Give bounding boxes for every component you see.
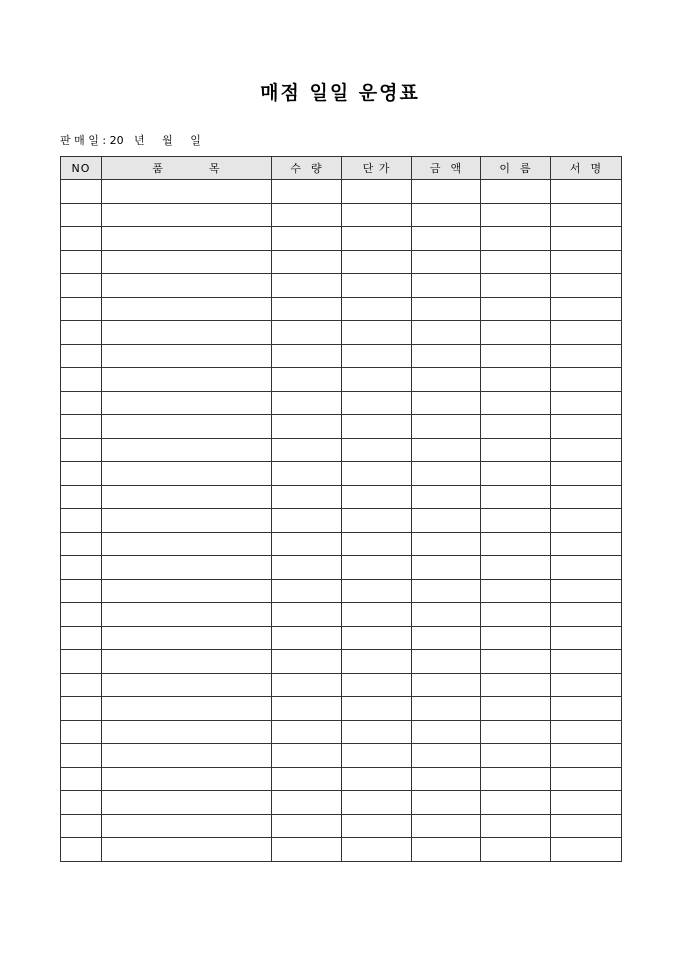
cell-unit-price[interactable]	[342, 650, 412, 674]
cell-name[interactable]	[481, 462, 551, 486]
cell-item[interactable]	[102, 321, 272, 345]
cell-amount[interactable]	[412, 556, 481, 580]
cell-signature[interactable]	[551, 697, 622, 721]
cell-quantity[interactable]	[272, 485, 342, 509]
table-row	[61, 814, 622, 838]
cell-no[interactable]	[61, 767, 102, 791]
table-row	[61, 250, 622, 274]
cell-no[interactable]	[61, 603, 102, 627]
cell-no[interactable]	[61, 462, 102, 486]
cell-unit-price[interactable]	[342, 250, 412, 274]
cell-unit-price[interactable]	[342, 180, 412, 204]
cell-unit-price[interactable]	[342, 697, 412, 721]
table-row	[61, 603, 622, 627]
cell-quantity[interactable]	[272, 603, 342, 627]
cell-no[interactable]	[61, 509, 102, 533]
cell-amount[interactable]	[412, 579, 481, 603]
cell-signature[interactable]	[551, 462, 622, 486]
cell-no[interactable]	[61, 814, 102, 838]
cell-item[interactable]	[102, 391, 272, 415]
cell-amount[interactable]	[412, 274, 481, 298]
cell-quantity[interactable]	[272, 415, 342, 439]
cell-item[interactable]	[102, 767, 272, 791]
cell-amount[interactable]	[412, 438, 481, 462]
cell-no[interactable]	[61, 321, 102, 345]
cell-quantity[interactable]	[272, 814, 342, 838]
table-row	[61, 485, 622, 509]
cell-amount[interactable]	[412, 227, 481, 251]
cell-name[interactable]	[481, 744, 551, 768]
cell-quantity[interactable]	[272, 274, 342, 298]
cell-unit-price[interactable]	[342, 297, 412, 321]
cell-no[interactable]	[61, 650, 102, 674]
cell-unit-price[interactable]	[342, 485, 412, 509]
cell-quantity[interactable]	[272, 673, 342, 697]
cell-amount[interactable]	[412, 791, 481, 815]
cell-no[interactable]	[61, 203, 102, 227]
table-row	[61, 673, 622, 697]
header-amount: 금 액	[412, 157, 481, 180]
cell-unit-price[interactable]	[342, 227, 412, 251]
cell-unit-price[interactable]	[342, 509, 412, 533]
cell-quantity[interactable]	[272, 180, 342, 204]
table-row	[61, 767, 622, 791]
cell-no[interactable]	[61, 556, 102, 580]
cell-name[interactable]	[481, 391, 551, 415]
cell-item[interactable]	[102, 250, 272, 274]
cell-unit-price[interactable]	[342, 462, 412, 486]
cell-name[interactable]	[481, 579, 551, 603]
cell-no[interactable]	[61, 368, 102, 392]
cell-amount[interactable]	[412, 509, 481, 533]
cell-quantity[interactable]	[272, 744, 342, 768]
cell-unit-price[interactable]	[342, 344, 412, 368]
cell-name[interactable]	[481, 368, 551, 392]
cell-name[interactable]	[481, 274, 551, 298]
table-row	[61, 838, 622, 862]
cell-quantity[interactable]	[272, 368, 342, 392]
cell-amount[interactable]	[412, 485, 481, 509]
cell-no[interactable]	[61, 297, 102, 321]
cell-signature[interactable]	[551, 344, 622, 368]
table-row	[61, 509, 622, 533]
cell-amount[interactable]	[412, 180, 481, 204]
cell-item[interactable]	[102, 485, 272, 509]
table-row	[61, 462, 622, 486]
cell-amount[interactable]	[412, 321, 481, 345]
cell-signature[interactable]	[551, 227, 622, 251]
cell-name[interactable]	[481, 673, 551, 697]
cell-no[interactable]	[61, 274, 102, 298]
cell-no[interactable]	[61, 838, 102, 862]
cell-unit-price[interactable]	[342, 274, 412, 298]
cell-signature[interactable]	[551, 368, 622, 392]
cell-amount[interactable]	[412, 626, 481, 650]
cell-unit-price[interactable]	[342, 321, 412, 345]
cell-name[interactable]	[481, 227, 551, 251]
cell-amount[interactable]	[412, 603, 481, 627]
cell-item[interactable]	[102, 415, 272, 439]
cell-item[interactable]	[102, 626, 272, 650]
cell-quantity[interactable]	[272, 579, 342, 603]
cell-item[interactable]	[102, 814, 272, 838]
cell-quantity[interactable]	[272, 650, 342, 674]
cell-no[interactable]	[61, 720, 102, 744]
cell-amount[interactable]	[412, 697, 481, 721]
cell-no[interactable]	[61, 250, 102, 274]
cell-item[interactable]	[102, 203, 272, 227]
cell-signature[interactable]	[551, 415, 622, 439]
cell-signature[interactable]	[551, 438, 622, 462]
cell-signature[interactable]	[551, 509, 622, 533]
cell-quantity[interactable]	[272, 838, 342, 862]
cell-unit-price[interactable]	[342, 556, 412, 580]
table-body	[61, 180, 622, 862]
cell-no[interactable]	[61, 532, 102, 556]
cell-unit-price[interactable]	[342, 767, 412, 791]
cell-item[interactable]	[102, 673, 272, 697]
cell-unit-price[interactable]	[342, 673, 412, 697]
cell-no[interactable]	[61, 697, 102, 721]
cell-signature[interactable]	[551, 626, 622, 650]
cell-quantity[interactable]	[272, 767, 342, 791]
table-row	[61, 579, 622, 603]
cell-amount[interactable]	[412, 673, 481, 697]
cell-name[interactable]	[481, 250, 551, 274]
cell-amount[interactable]	[412, 344, 481, 368]
cell-amount[interactable]	[412, 462, 481, 486]
cell-unit-price[interactable]	[342, 791, 412, 815]
sale-date-line: 판 매 일 : 20 년 월 일	[60, 134, 201, 147]
cell-quantity[interactable]	[272, 227, 342, 251]
cell-name[interactable]	[481, 814, 551, 838]
cell-signature[interactable]	[551, 532, 622, 556]
cell-amount[interactable]	[412, 814, 481, 838]
cell-name[interactable]	[481, 344, 551, 368]
cell-amount[interactable]	[412, 415, 481, 439]
cell-signature[interactable]	[551, 391, 622, 415]
table-row	[61, 697, 622, 721]
cell-signature[interactable]	[551, 838, 622, 862]
table-row	[61, 297, 622, 321]
cell-unit-price[interactable]	[342, 626, 412, 650]
cell-item[interactable]	[102, 791, 272, 815]
cell-amount[interactable]	[412, 391, 481, 415]
header-signature: 서 명	[551, 157, 622, 180]
cell-signature[interactable]	[551, 791, 622, 815]
cell-item[interactable]	[102, 579, 272, 603]
cell-name[interactable]	[481, 697, 551, 721]
header-item: 품 목	[102, 157, 272, 180]
cell-quantity[interactable]	[272, 791, 342, 815]
cell-item[interactable]	[102, 744, 272, 768]
header-row	[61, 157, 622, 180]
cell-no[interactable]	[61, 791, 102, 815]
cell-item[interactable]	[102, 227, 272, 251]
cell-item[interactable]	[102, 697, 272, 721]
cell-unit-price[interactable]	[342, 603, 412, 627]
cell-item[interactable]	[102, 650, 272, 674]
cell-signature[interactable]	[551, 556, 622, 580]
table-row	[61, 438, 622, 462]
cell-name[interactable]	[481, 650, 551, 674]
cell-signature[interactable]	[551, 321, 622, 345]
cell-amount[interactable]	[412, 650, 481, 674]
cell-no[interactable]	[61, 673, 102, 697]
cell-no[interactable]	[61, 415, 102, 439]
cell-signature[interactable]	[551, 180, 622, 204]
cell-item[interactable]	[102, 720, 272, 744]
table-row	[61, 720, 622, 744]
cell-no[interactable]	[61, 180, 102, 204]
cell-amount[interactable]	[412, 368, 481, 392]
cell-unit-price[interactable]	[342, 415, 412, 439]
cell-name[interactable]	[481, 415, 551, 439]
cell-amount[interactable]	[412, 532, 481, 556]
cell-name[interactable]	[481, 626, 551, 650]
cell-quantity[interactable]	[272, 438, 342, 462]
cell-name[interactable]	[481, 180, 551, 204]
cell-signature[interactable]	[551, 650, 622, 674]
cell-quantity[interactable]	[272, 344, 342, 368]
table-row	[61, 532, 622, 556]
cell-signature[interactable]	[551, 250, 622, 274]
table-row	[61, 274, 622, 298]
cell-item[interactable]	[102, 180, 272, 204]
cell-amount[interactable]	[412, 720, 481, 744]
cell-item[interactable]	[102, 368, 272, 392]
cell-no[interactable]	[61, 227, 102, 251]
cell-no[interactable]	[61, 485, 102, 509]
cell-quantity[interactable]	[272, 203, 342, 227]
cell-no[interactable]	[61, 344, 102, 368]
cell-unit-price[interactable]	[342, 838, 412, 862]
cell-signature[interactable]	[551, 720, 622, 744]
header-unit-price: 단 가	[342, 157, 412, 180]
cell-amount[interactable]	[412, 250, 481, 274]
cell-name[interactable]	[481, 532, 551, 556]
table-row	[61, 744, 622, 768]
table-row	[61, 344, 622, 368]
cell-item[interactable]	[102, 532, 272, 556]
cell-item[interactable]	[102, 556, 272, 580]
cell-quantity[interactable]	[272, 626, 342, 650]
cell-no[interactable]	[61, 438, 102, 462]
cell-quantity[interactable]	[272, 321, 342, 345]
cell-amount[interactable]	[412, 203, 481, 227]
cell-unit-price[interactable]	[342, 744, 412, 768]
table-row	[61, 650, 622, 674]
cell-item[interactable]	[102, 462, 272, 486]
table-row	[61, 321, 622, 345]
cell-name[interactable]	[481, 791, 551, 815]
cell-item[interactable]	[102, 344, 272, 368]
header-no: NO	[61, 157, 102, 180]
cell-amount[interactable]	[412, 838, 481, 862]
cell-signature[interactable]	[551, 485, 622, 509]
cell-signature[interactable]	[551, 767, 622, 791]
cell-item[interactable]	[102, 509, 272, 533]
cell-name[interactable]	[481, 297, 551, 321]
cell-name[interactable]	[481, 603, 551, 627]
cell-unit-price[interactable]	[342, 532, 412, 556]
table-row	[61, 368, 622, 392]
cell-quantity[interactable]	[272, 462, 342, 486]
cell-item[interactable]	[102, 838, 272, 862]
cell-unit-price[interactable]	[342, 203, 412, 227]
cell-item[interactable]	[102, 274, 272, 298]
cell-signature[interactable]	[551, 297, 622, 321]
cell-signature[interactable]	[551, 579, 622, 603]
cell-quantity[interactable]	[272, 391, 342, 415]
cell-unit-price[interactable]	[342, 814, 412, 838]
cell-no[interactable]	[61, 626, 102, 650]
table-row	[61, 415, 622, 439]
cell-item[interactable]	[102, 438, 272, 462]
cell-signature[interactable]	[551, 673, 622, 697]
table-row	[61, 227, 622, 251]
header-quantity: 수 량	[272, 157, 342, 180]
cell-name[interactable]	[481, 321, 551, 345]
cell-name[interactable]	[481, 767, 551, 791]
cell-name[interactable]	[481, 556, 551, 580]
table-row	[61, 556, 622, 580]
cell-item[interactable]	[102, 297, 272, 321]
cell-quantity[interactable]	[272, 697, 342, 721]
cell-quantity[interactable]	[272, 509, 342, 533]
cell-amount[interactable]	[412, 744, 481, 768]
cell-signature[interactable]	[551, 603, 622, 627]
cell-signature[interactable]	[551, 814, 622, 838]
cell-item[interactable]	[102, 603, 272, 627]
cell-name[interactable]	[481, 720, 551, 744]
cell-name[interactable]	[481, 438, 551, 462]
cell-no[interactable]	[61, 391, 102, 415]
cell-unit-price[interactable]	[342, 720, 412, 744]
cell-quantity[interactable]	[272, 250, 342, 274]
header-name: 이 름	[481, 157, 551, 180]
cell-amount[interactable]	[412, 767, 481, 791]
table-row	[61, 180, 622, 204]
cell-name[interactable]	[481, 509, 551, 533]
table-row	[61, 626, 622, 650]
cell-unit-price[interactable]	[342, 438, 412, 462]
cell-name[interactable]	[481, 203, 551, 227]
cell-quantity[interactable]	[272, 532, 342, 556]
cell-signature[interactable]	[551, 274, 622, 298]
table-row	[61, 203, 622, 227]
cell-name[interactable]	[481, 838, 551, 862]
table-row	[61, 791, 622, 815]
cell-no[interactable]	[61, 744, 102, 768]
cell-unit-price[interactable]	[342, 579, 412, 603]
cell-signature[interactable]	[551, 203, 622, 227]
cell-quantity[interactable]	[272, 720, 342, 744]
document-title: 매점 일일 운영표	[260, 82, 420, 104]
cell-unit-price[interactable]	[342, 391, 412, 415]
daily-operation-table	[60, 156, 622, 862]
cell-name[interactable]	[481, 485, 551, 509]
cell-unit-price[interactable]	[342, 368, 412, 392]
cell-no[interactable]	[61, 579, 102, 603]
cell-quantity[interactable]	[272, 297, 342, 321]
cell-amount[interactable]	[412, 297, 481, 321]
cell-signature[interactable]	[551, 744, 622, 768]
cell-quantity[interactable]	[272, 556, 342, 580]
table-row	[61, 391, 622, 415]
